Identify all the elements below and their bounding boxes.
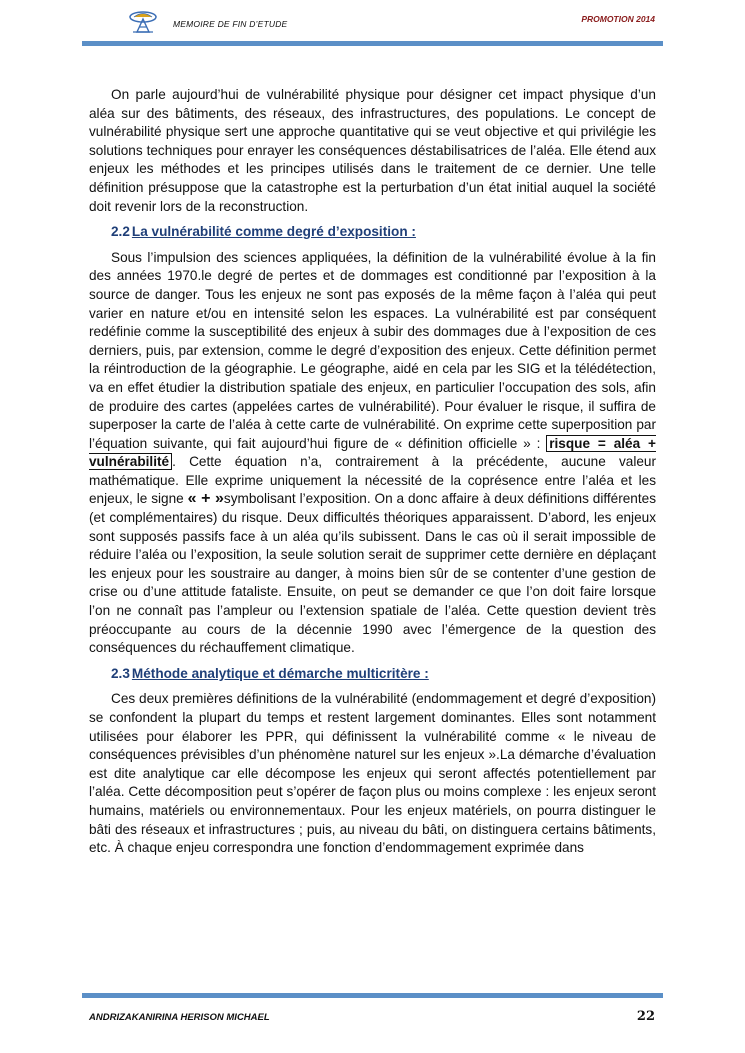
promotion-label: PROMOTION 2014 [581, 14, 655, 24]
section-heading-2-3 [111, 665, 656, 684]
section-title: Méthode analytique et démarche multicritère : [131, 665, 429, 681]
plus-symbol: « + » [187, 490, 224, 508]
section-number: 2.3 [111, 665, 130, 681]
institution-logo-icon [128, 8, 158, 34]
paragraph-text: Sous l’impulsion des sciences appliquées, la définition de la vulnérabilité évolue à la fin des années 1970.le degré de pertes et de dommages est conditionné par l’exposition à la source de danger. Tous les enjeux ne sont pas exposés de la même façon à l’aléa qui peut varier en nature et/ou en intensité selon les espaces. La vulnérabilité est par conséquent redéfinie comme la susceptibilité des enjeux à subir des dommages due à l’exposition de ces derniers, puis, par extension, comme le degré d’exposition des enjeux. Cette définition permet la réintroduction de la géographie. Le géographe, aidé en cela par les SIG et la télédétection, va en effet étudier la distribution spatiale des enjeux, en particulier l’occupation des sols, afin de produire des cartes (appelées cartes de vulnérabilité). Pour évaluer le risque, il suffira de superposer la carte de l’aléa à cette carte de vulnérabilité. On exprime cette superposition par l’équation suivante, qui fait aujourd’hui figure de « définition officielle » : [89, 249, 656, 451]
paragraph-analytic-method: Ces deux premières définitions de la vulnérabilité (endommagement et degré d’exposition) se confondent la plupart du temps et restent largement dominantes. Elles sont notamment utilisées pour élaborer les PPR, qui définissent la vulnérabilité comme « le niveau de conséquences prévisibles d’un phénomène naturel sur les enjeux ».La démarche d’évaluation est dite analytique car elle décompose les enjeux qui seront affectés potentiellement par l’aléa. Cette décomposition peut s’opérer de façon plus ou moins complexe : les enjeux seront humains, matériels ou environnementaux. Pour les enjeux matériels, on pourra distinguer le bâti des réseaux et infrastructures ; puis, au niveau du bâti, on distinguera certains bâtiments, etc. À chaque enjeu correspondra une fonction d’endommagement exprimée dans [89, 691, 656, 856]
section-number: 2.2 [111, 224, 130, 240]
section-heading-2-2 [111, 223, 656, 242]
footer-rule [82, 993, 663, 998]
paragraph-physical-vulnerability: On parle aujourd’hui de vulnérabilité physique pour désigner cet impact physique d’un aléa sur des bâtiments, des réseaux, des infrastructures, des populations. Le concept de vulnérabilité physique sert une approche quantitative qui se veut objective et qui privilégie les solutions techniques pour enrayer les conséquences déstabilisatrices de l’aléa. Elle étend aux enjeux les méthodes et les principes utilisés dans le traitement de ce dernier. Une telle définition présuppose que la catastrophe est la perturbation d’un état initial auquel la société doit revenir lors de la reconstruction. [89, 87, 656, 214]
page-number: 22 [636, 1009, 655, 1024]
header-rule [82, 41, 663, 46]
document-title: MEMOIRE DE FIN D’ETUDE [173, 19, 288, 29]
page-body [89, 86, 656, 858]
paragraph-text: . Cette équation n’a, contrairement à la précédente, aucune valeur mathématique. Elle exprime uniquement la nécessité de la coprésence entre l’aléa et les enjeux, le signe [89, 454, 656, 507]
risk-equation: risque = aléa + vulnérabilité [89, 435, 656, 470]
section-title: La vulnérabilité comme degré d’exposition : [131, 224, 416, 240]
paragraph-text: symbolisant l’exposition. On a donc affaire à deux définitions différentes (et complémentaires) du risque. Deux difficultés théoriques apparaissent. D’abord, les enjeux sont supposés passifs face à un aléa qu’ils subissent. Dans le cas où il serait impossible de réduire l’aléa ou l’exposition, la seule solution serait de supprimer cette dernière en déplaçant les enjeux pour les soustraire au danger, à moins bien sûr de se contenter d’une gestion de crise ou d’une attitude fataliste. Ensuite, on peut se demander ce que l’on doit faire lorsque l’on ne connaît pas l’ampleur ou l’extension spatiale de l’aléa. Cette question devient très préoccupante au cours de la décennie 1990 avec l’émergence de la question des conséquences du réchauffement climatique. [89, 491, 656, 656]
paragraph-exposure [89, 249, 656, 658]
author-name: ANDRIZAKANIRINA HERISON MICHAEL [89, 1012, 270, 1023]
